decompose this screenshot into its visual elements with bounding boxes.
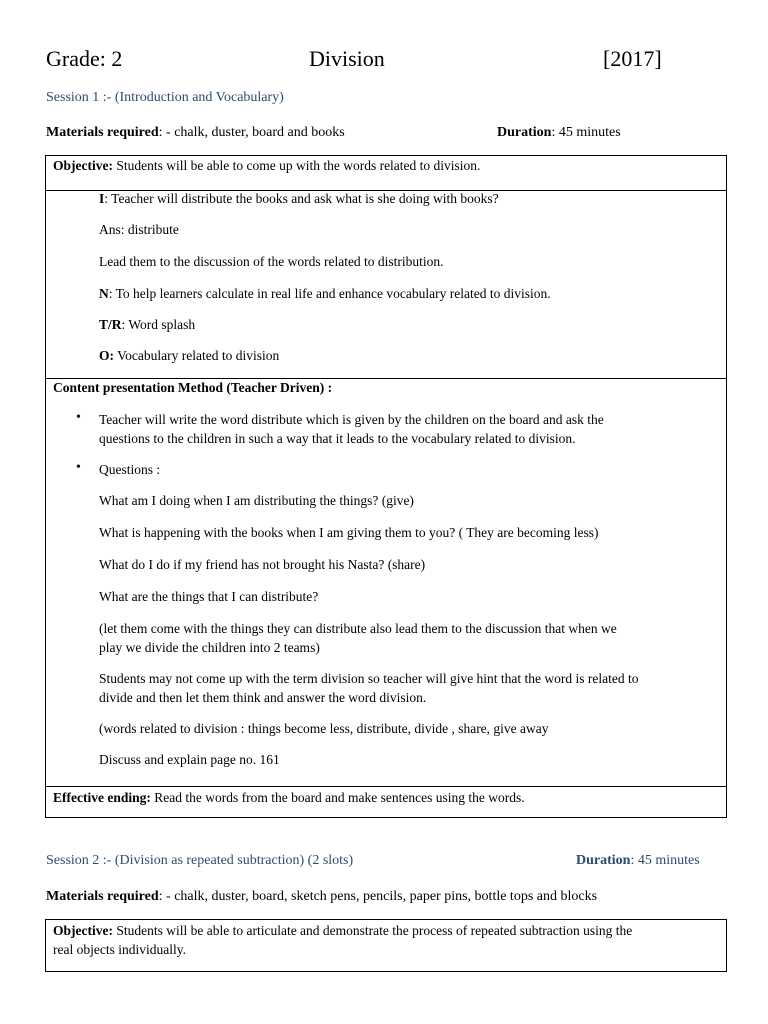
materials-text: : - chalk, duster, board and books bbox=[158, 125, 345, 140]
students-line2: divide and then let them think and answer the word division. bbox=[99, 690, 427, 705]
ending-text: Read the words from the board and make sentences using the words. bbox=[150, 790, 525, 805]
let-line1: (let them come with the things they can distribute also lead them to the discussion that when we bbox=[99, 621, 617, 636]
bullet-icon: • bbox=[76, 460, 81, 475]
bullet2-questions: Questions : bbox=[99, 462, 161, 477]
subject-title: Division bbox=[309, 46, 385, 71]
n-text: : To help learners calculate in real life and enhance vocabulary related to division. bbox=[108, 286, 551, 301]
intro-lead: Lead them to the discussion of the words related to distribution. bbox=[99, 254, 444, 269]
effective-ending bbox=[53, 788, 525, 807]
duration-label: Duration bbox=[576, 853, 631, 868]
session2-duration bbox=[576, 853, 700, 869]
o-text: Vocabulary related to division bbox=[114, 348, 280, 363]
objective-label: Objective: bbox=[53, 158, 113, 173]
intro-n bbox=[99, 284, 551, 303]
question-4: What are the things that I can distribute? bbox=[99, 589, 319, 604]
i-text: : Teacher will distribute the books and ask what is she doing with books? bbox=[104, 191, 499, 206]
words-related: (words related to division : things become less, distribute, divide , share, give away bbox=[99, 721, 549, 736]
session1-duration bbox=[497, 125, 621, 141]
materials-label: Materials required bbox=[46, 125, 159, 140]
session2-objective-box bbox=[45, 919, 727, 972]
bullet1-line2: questions to the children in such a way that it leads to the vocabulary related to division. bbox=[99, 431, 576, 446]
n-label: N bbox=[99, 286, 109, 301]
session1-title: Session 1 :- (Introduction and Vocabulary) bbox=[46, 90, 284, 105]
objective-label: Objective: bbox=[53, 923, 113, 938]
session2-objective-line1 bbox=[53, 921, 632, 940]
intro-ans: Ans: distribute bbox=[99, 222, 179, 237]
content-heading bbox=[53, 378, 332, 397]
materials-label: Materials required bbox=[46, 889, 159, 904]
session1-objective bbox=[53, 156, 480, 175]
row-divider bbox=[46, 786, 726, 787]
session2-materials bbox=[46, 889, 597, 905]
session2-objective-line2: real objects individually. bbox=[53, 942, 186, 957]
materials-text: : - chalk, duster, board, sketch pens, pencils, paper pins, bottle tops and blocks bbox=[158, 889, 598, 904]
duration-text: : 45 minutes bbox=[551, 125, 621, 140]
ending-label: Effective ending: bbox=[53, 790, 151, 805]
students-line1: Students may not come up with the term division so teacher will give hint that the word is related to bbox=[99, 671, 639, 686]
let-line2: play we divide the children into 2 teams) bbox=[99, 640, 320, 655]
intro-i bbox=[99, 189, 499, 208]
tr-label: T/R bbox=[99, 317, 122, 332]
session2-title: Session 2 :- (Division as repeated subtraction) (2 slots) bbox=[46, 853, 354, 868]
discuss-page: Discuss and explain page no. 161 bbox=[99, 752, 280, 767]
bullet-icon: • bbox=[76, 410, 81, 425]
session1-table bbox=[45, 155, 727, 818]
session1-materials bbox=[46, 125, 345, 141]
objective-text: Students will be able to articulate and demonstrate the process of repeated subtraction using the bbox=[112, 923, 633, 938]
tr-text: : Word splash bbox=[121, 317, 196, 332]
intro-o bbox=[99, 346, 279, 365]
objective-text: Students will be able to come up with the words related to division. bbox=[112, 158, 481, 173]
content-heading-text: Content presentation Method (Teacher Driven) : bbox=[53, 380, 333, 395]
i-label: I bbox=[99, 191, 105, 206]
bullet1-line1: Teacher will write the word distribute which is given by the children on the board and ask the bbox=[99, 412, 604, 427]
intro-tr bbox=[99, 315, 195, 334]
duration-text: : 45 minutes bbox=[630, 853, 700, 868]
question-3: What do I do if my friend has not brought his Nasta? (share) bbox=[99, 557, 426, 572]
o-label: O: bbox=[99, 348, 114, 363]
grade-label: Grade: 2 bbox=[46, 46, 123, 71]
question-1: What am I doing when I am distributing the things? (give) bbox=[99, 493, 414, 508]
year-label: [2017] bbox=[603, 46, 662, 71]
duration-label: Duration bbox=[497, 125, 552, 140]
question-2: What is happening with the books when I am giving them to you? ( They are becoming less) bbox=[99, 525, 599, 540]
